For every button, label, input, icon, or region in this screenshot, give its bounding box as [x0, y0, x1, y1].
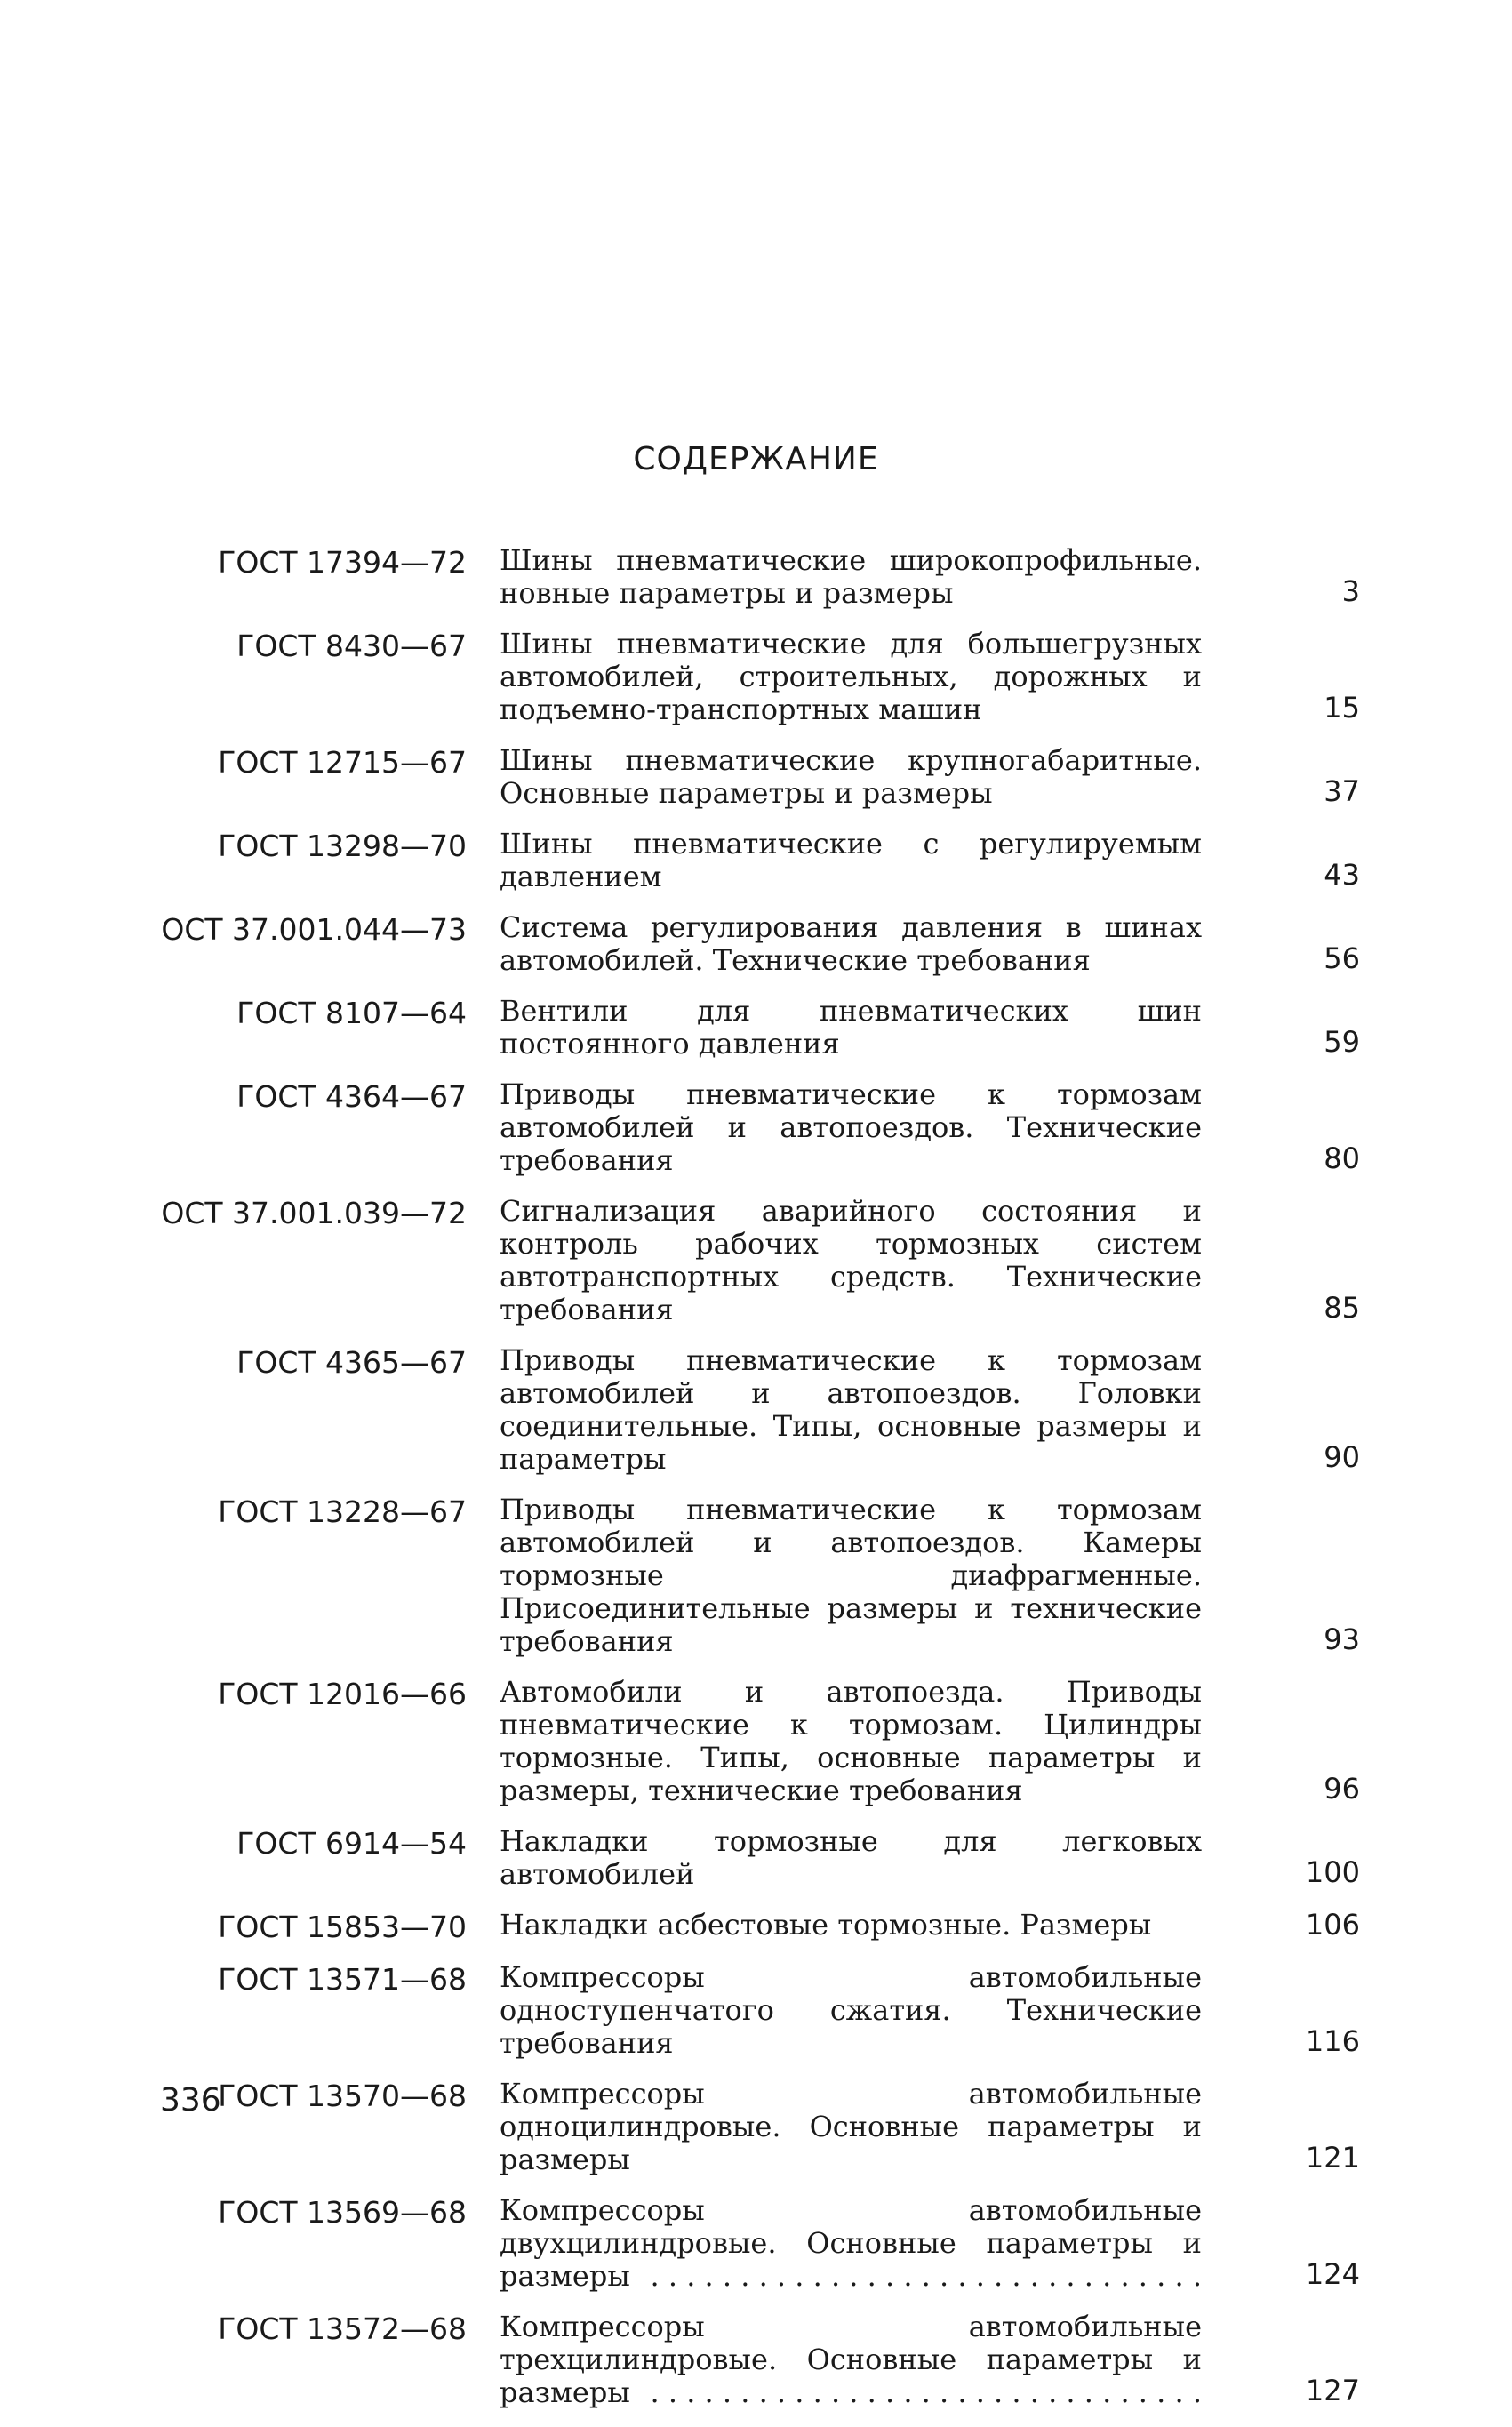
page-number: 121 — [1305, 2141, 1360, 2175]
page-number: 85 — [1324, 1291, 1360, 1325]
toc-entry — [160, 544, 1360, 610]
page-number: 96 — [1324, 1772, 1360, 1806]
page-number: 37 — [1324, 774, 1360, 808]
page-number: 93 — [1324, 1622, 1360, 1656]
toc-entry — [160, 995, 1360, 1061]
entry-text: Компрессоры автомобильные одноцилиндровые. Основные параметры и размеры — [500, 2078, 1202, 2176]
entry-description — [500, 1494, 1202, 1658]
entry-description — [500, 1078, 1202, 1177]
entry-text: Приводы пневматические к тормозам автомобилей и автопоездов. Технические требования — [500, 1078, 1202, 1177]
toc-entry — [160, 1195, 1360, 1326]
entry-text: Сигнализация аварийного состояния и контроль рабочих тормозных систем автотранспортных средств. Технические требования — [500, 1195, 1202, 1326]
folio-page-number: 336 — [160, 2082, 221, 2119]
standard-code: ГОСТ 12016—66 — [218, 1677, 467, 1711]
entry-text: Шины пневматические с регулируемым давлением — [500, 828, 1202, 893]
entry-description — [500, 828, 1202, 893]
standard-code: ГОСТ 6914—54 — [236, 1826, 467, 1861]
toc-entry — [160, 2311, 1360, 2409]
page-title: СОДЕРЖАНИЕ — [633, 441, 879, 477]
entry-description — [500, 1344, 1202, 1476]
entry-text: Приводы пневматические к тормозам автомобилей и автопоездов. Камеры тормозные диафрагменные. Присоединительные размеры и технические требования — [500, 1494, 1202, 1658]
entry-text: Накладки тормозные для легковых автомобилей — [500, 1825, 1202, 1891]
entry-text: Вентили для пневматических шин постоянного давления — [500, 995, 1202, 1061]
toc-entry — [160, 1825, 1360, 1891]
toc-entry — [160, 1344, 1360, 1476]
entry-text: Шины пневматические широкопрофильные. новные параметры и размеры — [500, 544, 1202, 610]
page-number: 106 — [1305, 1908, 1360, 1942]
page-number: 43 — [1324, 858, 1360, 892]
page-number: 56 — [1324, 941, 1360, 975]
toc-entry — [160, 1078, 1360, 1177]
standard-code: ГОСТ 12715—67 — [218, 745, 467, 780]
page-number: 3 — [1341, 574, 1360, 608]
standard-code: ГОСТ 4364—67 — [236, 1079, 467, 1114]
entry-text: Компрессоры автомобильные одноступенчатого сжатия. Технические требования — [500, 1961, 1202, 2060]
entry-description — [500, 2078, 1202, 2176]
standard-code: ГОСТ 8430—67 — [236, 629, 467, 663]
page-number: 80 — [1324, 1141, 1360, 1175]
entry-description — [500, 628, 1202, 726]
standard-code: ГОСТ 15853—70 — [218, 1910, 467, 1944]
entry-text: Компрессоры автомобильные трехцилиндровые. Основные параметры и размеры — [500, 2311, 1202, 2409]
standard-code: ГОСТ 4365—67 — [236, 1345, 467, 1380]
toc-entry — [160, 1494, 1360, 1658]
entry-description — [500, 1195, 1202, 1326]
toc-entry — [160, 1676, 1360, 1807]
toc-entry — [160, 911, 1360, 977]
toc-entry — [160, 744, 1360, 810]
entry-text: Шины пневматические крупногабаритные. Основные параметры и размеры — [500, 744, 1202, 810]
page-number: 124 — [1305, 2257, 1360, 2291]
table-of-contents — [160, 544, 1360, 2427]
entry-description — [500, 2311, 1202, 2409]
entry-description — [500, 911, 1202, 977]
standard-code: ГОСТ 8107—64 — [236, 996, 467, 1030]
standard-code: ГОСТ 13570—68 — [218, 2079, 467, 2113]
page-number: 127 — [1305, 2374, 1360, 2407]
standard-code: ГОСТ 13571—68 — [218, 1962, 467, 1997]
entry-description — [500, 1909, 1202, 1942]
entry-description — [500, 544, 1202, 610]
entry-text: Система регулирования давления в шинах автомобилей. Технические требования — [500, 911, 1202, 977]
entry-description — [500, 1825, 1202, 1891]
entry-text: Приводы пневматические к тормозам автомобилей и автопоездов. Головки соединительные. Типы, основные размеры и параметры — [500, 1344, 1202, 1476]
toc-entry — [160, 628, 1360, 726]
standard-code: ГОСТ 17394—72 — [218, 545, 467, 580]
page-number: 100 — [1305, 1855, 1360, 1889]
standard-code: ОСТ 37.001.039—72 — [161, 1196, 467, 1230]
standard-code: ОСТ 37.001.044—73 — [161, 912, 467, 947]
page-number: 59 — [1324, 1025, 1360, 1059]
standard-code: ГОСТ 13569—68 — [218, 2195, 467, 2230]
entry-text: Шины пневматические для большегрузных автомобилей, строительных, дорожных и подъемно-транспортных машин — [500, 628, 1202, 726]
entry-text: Компрессоры автомобильные двухцилиндровые. Основные параметры и размеры — [500, 2194, 1202, 2293]
page-number: 116 — [1305, 2024, 1360, 2058]
standard-code: ГОСТ 13572—68 — [218, 2311, 467, 2346]
standard-code: ГОСТ 13228—67 — [218, 1494, 467, 1529]
toc-entry — [160, 2078, 1360, 2176]
page-number: 15 — [1324, 691, 1360, 725]
standard-code: ГОСТ 13298—70 — [218, 829, 467, 863]
toc-entry — [160, 2194, 1360, 2293]
toc-entry — [160, 828, 1360, 893]
toc-entry — [160, 1961, 1360, 2060]
entry-text: Накладки асбестовые тормозные. Размеры — [500, 1909, 1160, 1942]
page-number: 90 — [1324, 1440, 1360, 1474]
entry-text: Автомобили и автопоезда. Приводы пневматические к тормозам. Цилиндры тормозные. Типы, основные параметры и размеры, технические требования — [500, 1676, 1202, 1807]
toc-entry — [160, 1909, 1360, 1943]
entry-description — [500, 995, 1202, 1061]
entry-description — [500, 744, 1202, 810]
entry-description — [500, 1961, 1202, 2060]
entry-description — [500, 2194, 1202, 2293]
entry-description — [500, 1676, 1202, 1807]
